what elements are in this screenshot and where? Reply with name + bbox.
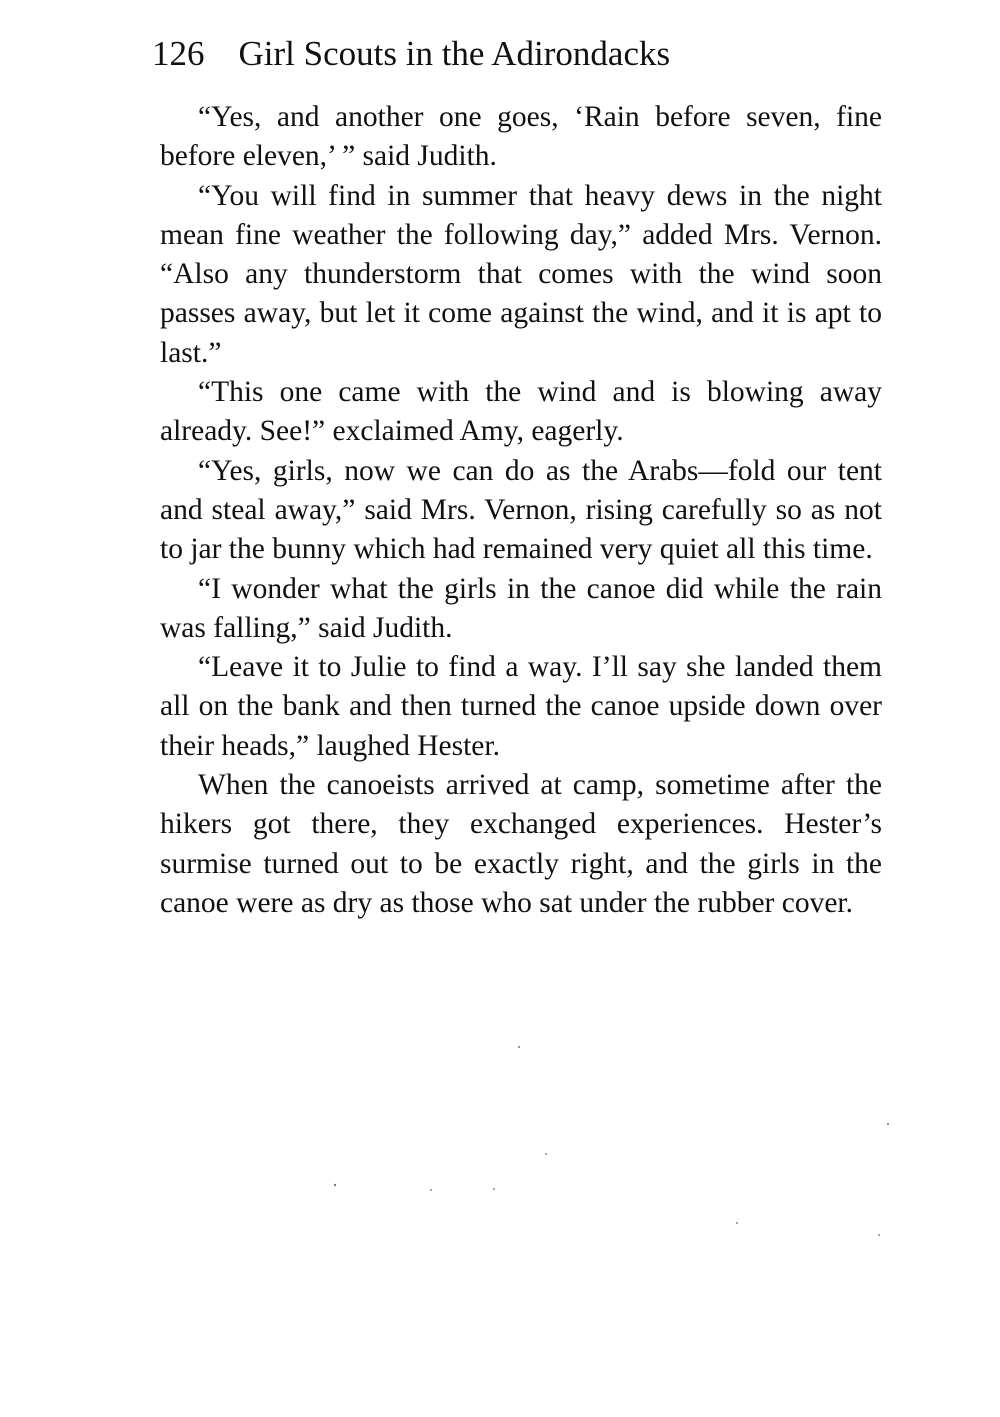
body-text: [160, 98, 882, 923]
running-head: [152, 30, 892, 78]
scan-speck: [887, 1123, 889, 1125]
paragraph-amy-exclaims: “This one came with the wind and is blowing away already. See!” exclaimed Amy, eagerly.: [160, 376, 882, 448]
scan-speck: [334, 1184, 336, 1186]
book-title: Girl Scouts in the Adirondacks: [238, 34, 671, 73]
paragraph-judith-wonders: “I wonder what the girls in the canoe did while the rain was falling,” said Judith.: [160, 572, 882, 644]
paragraph-hester-laughs: “Leave it to Julie to find a way. I’ll say she landed them all on the bank and then turned the canoe upside down over their heads,” laughed Hester.: [160, 651, 882, 762]
scan-speck: [430, 1189, 432, 1191]
paragraph-mrs-vernon-weather: “You will find in summer that heavy dews in the night mean fine weather the following day,” added Mrs. Vernon. “Also any thunderstorm that comes with the wind soon passes away, but let it come against the wind, and it is apt to last.”: [160, 179, 882, 369]
scan-speck: [736, 1222, 738, 1224]
paragraph-judith-rhyme: “Yes, and another one goes, ‘Rain before seven, fine before eleven,’ ” said Judith.: [160, 101, 882, 173]
paragraph-mrs-vernon-rising: “Yes, girls, now we can do as the Arabs—fold our tent and steal away,” said Mrs. Vernon, rising carefully so as not to jar the bunny which had remained very quiet all this time.: [160, 454, 882, 566]
scan-speck: [518, 1046, 520, 1048]
scan-speck: [545, 1153, 547, 1155]
page-number: 126: [152, 34, 205, 73]
paragraph-canoeists-arrive: When the canoeists arrived at camp, sometime after the hikers got there, they exchanged experiences. Hester’s surmise turned out to be exactly right, and the girls in the canoe were as dry as those who sat under the rubber cover.: [160, 769, 882, 919]
scan-speck: [878, 1234, 880, 1236]
scan-speck: [493, 1188, 495, 1190]
